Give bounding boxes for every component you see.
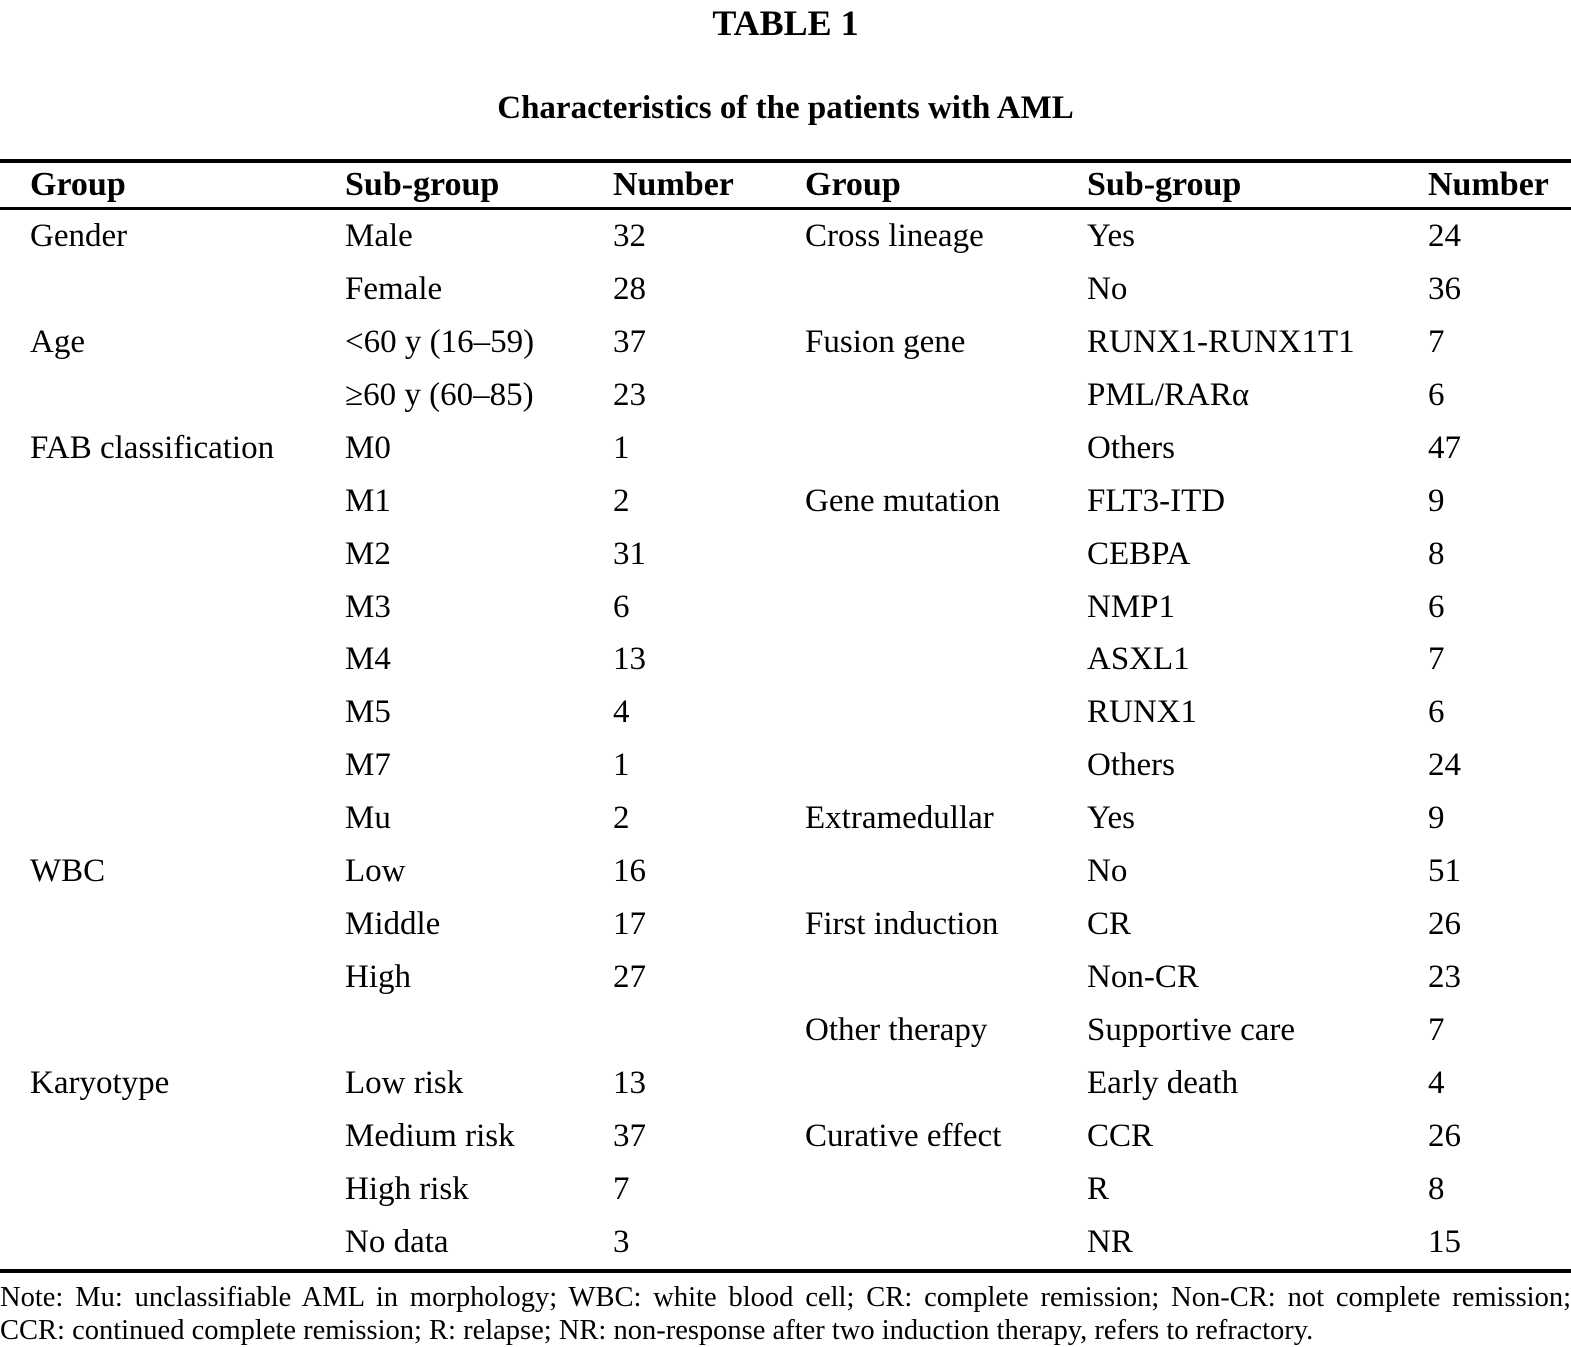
group-cell: Karyotype [30, 1064, 170, 1101]
subgroup-cell: ASXL1 [1087, 641, 1190, 678]
group-cell: First induction [805, 906, 999, 943]
number-cell: 9 [1428, 800, 1445, 837]
number-cell: 26 [1428, 906, 1461, 943]
subgroup-cell: <60 y (16–59) [345, 323, 535, 360]
subgroup-cell: RUNX1 [1087, 694, 1198, 731]
number-cell: 6 [1428, 376, 1445, 413]
number-cell: 13 [613, 1064, 646, 1101]
number-cell: 24 [1428, 747, 1461, 784]
number-cell: 26 [1428, 1117, 1461, 1154]
table-footnote [0, 1281, 1571, 1347]
number-cell: 2 [613, 800, 630, 837]
table-caption: Characteristics of the patients with AML [497, 90, 1074, 126]
subgroup-cell: Male [345, 217, 413, 254]
subgroup-cell: CEBPA [1087, 535, 1191, 572]
number-cell: 16 [613, 853, 646, 890]
group-cell: Curative effect [805, 1117, 1002, 1154]
table-row [0, 1216, 1571, 1269]
subgroup-cell: M4 [345, 641, 391, 678]
subgroup-cell: No [1087, 853, 1128, 890]
number-cell: 15 [1428, 1223, 1461, 1260]
subgroup-cell: Others [1087, 747, 1175, 784]
group-cell: FAB classification [30, 429, 275, 466]
subgroup-cell: ≥60 y (60–85) [345, 376, 534, 413]
column-header: Number [613, 166, 734, 203]
column-header: Group [805, 166, 901, 203]
table-number-title: TABLE 1 [712, 3, 859, 43]
table-body [0, 210, 1571, 1269]
number-cell: 6 [613, 588, 630, 625]
number-cell: 13 [613, 641, 646, 678]
number-cell: 32 [613, 217, 646, 254]
subgroup-cell: Others [1087, 429, 1175, 466]
table-row [0, 475, 1571, 528]
group-cell: Gene mutation [805, 482, 1001, 519]
group-cell: Gender [30, 217, 128, 254]
number-cell: 1 [613, 429, 630, 466]
table-row [0, 528, 1571, 581]
subgroup-cell: M7 [345, 747, 391, 784]
column-header: Number [1428, 166, 1549, 203]
subgroup-cell: Yes [1087, 217, 1136, 254]
subgroup-cell: Medium risk [345, 1117, 515, 1154]
number-cell: 3 [613, 1223, 630, 1260]
subgroup-cell: High [345, 959, 411, 996]
table-row [0, 634, 1571, 687]
number-cell: 9 [1428, 482, 1445, 519]
footnote-line-2: CCR: continued complete remission; R: relapse; NR: non-response after two induction therapy, refers to refractory. [0, 1314, 1314, 1346]
table-row [0, 686, 1571, 739]
group-cell: Age [30, 323, 85, 360]
characteristics-table [0, 159, 1571, 1273]
number-cell: 7 [1428, 1012, 1445, 1049]
table-row [0, 739, 1571, 792]
table-row [0, 1004, 1571, 1057]
subgroup-cell: Female [345, 270, 443, 307]
subgroup-cell: M2 [345, 535, 391, 572]
number-cell: 27 [613, 959, 646, 996]
group-cell: WBC [30, 853, 106, 890]
number-cell: 47 [1428, 429, 1461, 466]
number-cell: 17 [613, 906, 646, 943]
subgroup-cell: NMP1 [1087, 588, 1176, 625]
subgroup-cell: Low risk [345, 1064, 464, 1101]
subgroup-cell: M3 [345, 588, 391, 625]
subgroup-cell: M1 [345, 482, 391, 519]
table-row [0, 581, 1571, 634]
number-cell: 6 [1428, 694, 1445, 731]
subgroup-cell: Early death [1087, 1064, 1239, 1101]
table-row [0, 1163, 1571, 1216]
column-header: Sub-group [345, 166, 500, 203]
number-cell: 31 [613, 535, 646, 572]
number-cell: 23 [613, 376, 646, 413]
number-cell: 24 [1428, 217, 1461, 254]
subgroup-cell: FLT3-ITD [1087, 482, 1226, 519]
subgroup-cell: Low [345, 853, 406, 890]
subgroup-cell: PML/RARα [1087, 376, 1250, 413]
table-row [0, 263, 1571, 316]
number-cell: 23 [1428, 959, 1461, 996]
number-cell: 37 [613, 323, 646, 360]
subgroup-cell: M0 [345, 429, 391, 466]
table-row [0, 369, 1571, 422]
number-cell: 36 [1428, 270, 1461, 307]
table-row [0, 951, 1571, 1004]
number-cell: 4 [1428, 1064, 1445, 1101]
subgroup-cell: No [1087, 270, 1128, 307]
subgroup-cell: RUNX1-RUNX1T1 [1087, 323, 1355, 360]
number-cell: 2 [613, 482, 630, 519]
number-cell: 8 [1428, 1170, 1445, 1207]
number-cell: 7 [1428, 323, 1445, 360]
subgroup-cell: CCR [1087, 1117, 1154, 1154]
group-cell: Extramedullar [805, 800, 994, 837]
number-cell: 51 [1428, 853, 1461, 890]
table-row [0, 422, 1571, 475]
subgroup-cell: Non-CR [1087, 959, 1199, 996]
subgroup-cell: No data [345, 1223, 449, 1260]
table-row [0, 792, 1571, 845]
table-row [0, 316, 1571, 369]
column-header: Sub-group [1087, 166, 1242, 203]
subgroup-cell: Supportive care [1087, 1012, 1296, 1049]
number-cell: 37 [613, 1117, 646, 1154]
group-cell: Other therapy [805, 1012, 988, 1049]
subgroup-cell: M5 [345, 694, 391, 731]
table-row [0, 210, 1571, 263]
footnote-line-1: Note: Mu: unclassifiable AML in morphology; WBC: white blood cell; CR: complete remission; Non-CR: not complete remission; [0, 1281, 1571, 1313]
number-cell: 1 [613, 747, 630, 784]
table-row [0, 845, 1571, 898]
subgroup-cell: CR [1087, 906, 1132, 943]
group-cell: Cross lineage [805, 217, 984, 254]
table-row [0, 898, 1571, 951]
subgroup-cell: NR [1087, 1223, 1133, 1260]
number-cell: 7 [613, 1170, 630, 1207]
column-header: Group [30, 166, 126, 203]
subgroup-cell: High risk [345, 1170, 469, 1207]
group-cell: Fusion gene [805, 323, 966, 360]
number-cell: 4 [613, 694, 630, 731]
table-row [0, 1110, 1571, 1163]
number-cell: 6 [1428, 588, 1445, 625]
subgroup-cell: Mu [345, 800, 391, 837]
subgroup-cell: R [1087, 1170, 1110, 1207]
subgroup-cell: Yes [1087, 800, 1136, 837]
table-header-row [0, 163, 1571, 210]
number-cell: 8 [1428, 535, 1445, 572]
subgroup-cell: Middle [345, 906, 441, 943]
number-cell: 7 [1428, 641, 1445, 678]
number-cell: 28 [613, 270, 646, 307]
table-row [0, 1057, 1571, 1110]
